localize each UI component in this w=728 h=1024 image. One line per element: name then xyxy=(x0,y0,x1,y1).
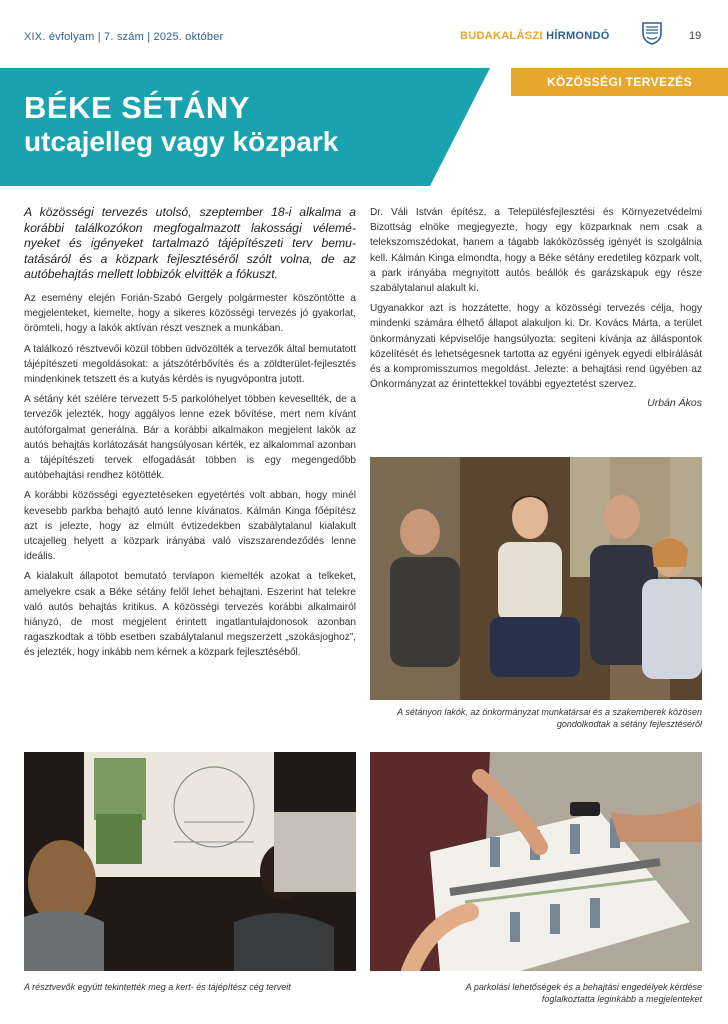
photo-plans xyxy=(370,752,702,971)
photo-meeting-caption: A sétányon lakók, az önkormányzat munkatársai és a szakemberek közösen gondolkodtak a sétány fejlesztéséről xyxy=(397,707,702,729)
article-title: BÉKE SÉTÁNY xyxy=(24,90,250,125)
photo-plans-caption: A parkolási lehetőségek és a behajtási engedélyek kérdése foglalkoztatta leginkább a megjelenteket xyxy=(465,982,702,1004)
photo-presentation xyxy=(24,752,356,971)
article-subtitle: utcajelleg vagy közpark xyxy=(24,126,339,157)
paragraph: A sétány két szélére tervezett 5-5 parkolóhelyet többen kevesellték, de a tervezők jelezték, hogy aggályos lenne ezek bővítése, mert nem kívánt autóforgalmat generálna. Bár a korábbi alkalmakon megjelent lakók az autós behajtás korlátozását hangsúlyosan kérték, ez alkalommal azonban a tájépítészeti tervek elfogadását többen is egy megengedőbb autóbehajtási rendhez kötötték. xyxy=(24,394,356,482)
photo-presentation-caption: A résztvevők együtt tekintették meg a kert- és tájépítész cég terveit xyxy=(24,982,291,992)
paragraph: Ugyanakkor azt is hozzátette, hogy a közösségi tervezés célja, hogy mindenki számára élhető állapot alakuljon ki. Dr. Kovács Márta, a terület önkormányzati képviselője hangsúlyozta: segíteni kívánja az álláspontok közelítését és lehetségesnek tartotta az egyéni igények egyedi elbírálását és a kompromisszumos megoldást. Jelezte: a behajtási rend ügyében az Önkormányzat az érintettekkel további egyeztetést szervez. xyxy=(370,303,702,391)
paragraph: Az esemény elején Forián-Szabó Gergely polgármester köszöntötte a megjelenteket, kiemelte, hogy a sikeres közösségi tervezés jó gyakorlat, örömteli, hogy a lakók aktívan részt vesznek a munkában. xyxy=(24,292,356,335)
paragraph: Dr. Váli István építész, a Településfejlesztési és Környezetvédelmi Bizottság elnöke megjegyezte, hogy egy közparknak nem csak a telekszomszédokat, hanem a tágabb lakóközösség igényét is szolgálnia kell. Kálmán Kinga elmondta, hogy a Béke sétány eredetileg közpark volt, a park irányába megnyitott autós beállók és garázskapuk egy része szabálytalanul alakult ki. xyxy=(370,207,702,295)
paragraph: A korábbi közösségi egyeztetéseken egyetértés volt abban, hogy minél kevesebb parkba behajtó autó lenne kívánatos. Kálmán Kinga főépítész azt is jelezte, hogy az elmúlt évtizedekben szabálytalanul kialakult utcajelleg helyett a közpark irányába való viszszarendeződés lenne ideális. xyxy=(24,490,356,563)
brand-part1: BUDAKALÁSZI xyxy=(460,30,543,42)
coat-of-arms-icon xyxy=(641,21,663,45)
page-number: 19 xyxy=(689,30,702,42)
photo-meeting xyxy=(370,457,702,700)
paragraph: A kialakult állapotot bemutató tervlapon kiemelték azokat a telkeket, amelyekre csak a Béke sétány felől lehet behajtani. Eszerint hat telekre való autós behajtás kritikus. A közösségi tervezés korábbi alkalmairól hiányzó, de most megjelent érintett ingatlantulajdonosok azonban ragaszkodtak a több esetben szabálytalanul megszerzett „szokásjoghoz”, és jelezték, hogy inkább nem kérnek a közpark fejlesztéséből. xyxy=(24,571,356,659)
brand-part2: HÍRMONDÓ xyxy=(546,30,610,42)
publication-brand xyxy=(460,30,610,42)
section-tag: KÖZÖSSÉGI TERVEZÉS xyxy=(511,68,728,96)
article-lead: A közösségi tervezés utolsó, szeptember 18-i alkalma a korábbi találkozókon megfogalmazott lakossági véleményeket és igényeket tartalmazó tájépítészeti terv bemutatásáról és a közpark fejlesztéséről szólt volna, de az autóbehajtás mellett lobbizók elvitték a fókuszt. xyxy=(24,205,356,282)
article-column-right xyxy=(370,205,702,409)
issue-info: XIX. évfolyam | 7. szám | 2025. október xyxy=(24,31,224,43)
paragraph: A találkozó résztvevői közül többen üdvözölték a tervezők által bemutatott tájépítészeti megoldásokat: a játszótérbővítés és a zöldterület-fejlesztés mindenkinek tetszett és a kutyás kérdés is nyugvópontra jutott. xyxy=(24,343,356,385)
article-author: Urbán Ákos xyxy=(647,397,702,410)
article-column-left xyxy=(24,205,356,666)
